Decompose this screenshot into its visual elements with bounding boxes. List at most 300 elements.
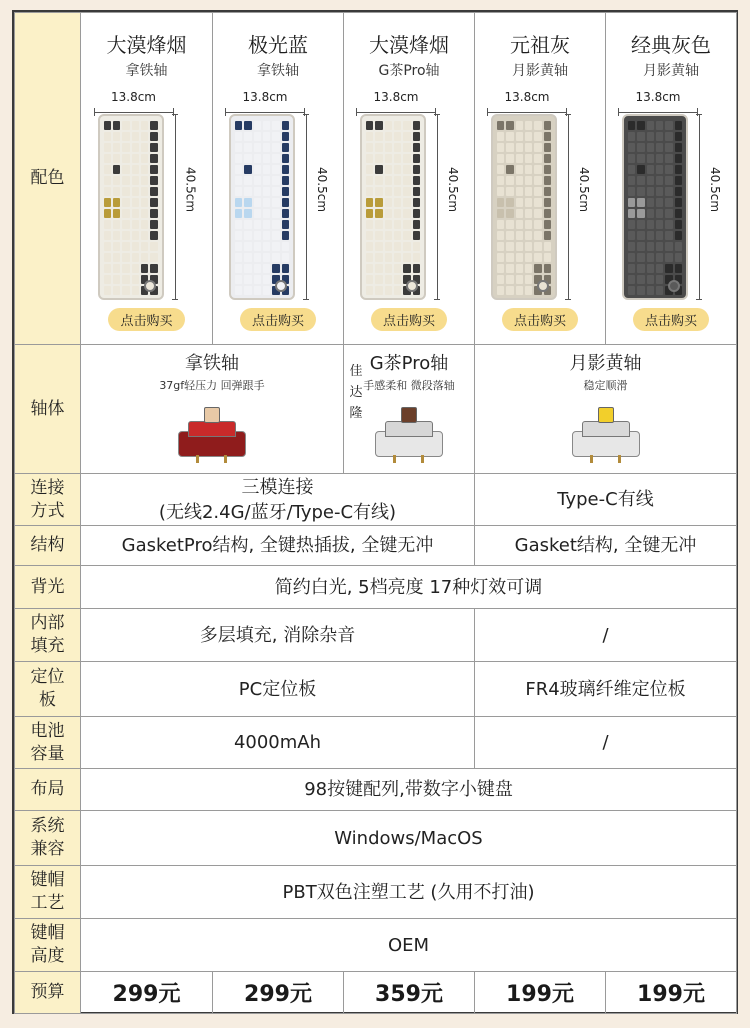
keycap bbox=[254, 176, 261, 185]
keycap bbox=[506, 165, 513, 174]
keycap bbox=[282, 209, 289, 218]
buy-button[interactable]: 点击购买 bbox=[633, 308, 709, 331]
keycap bbox=[534, 143, 541, 152]
keycap bbox=[235, 132, 242, 141]
row-filling bbox=[15, 609, 737, 662]
keycap bbox=[141, 165, 148, 174]
keycap bbox=[141, 121, 148, 130]
keycap bbox=[366, 154, 373, 163]
keycap bbox=[525, 209, 532, 218]
keycap bbox=[132, 264, 139, 273]
switch-cell-0 bbox=[81, 345, 344, 474]
keycap bbox=[637, 275, 644, 284]
keycap-craft-value: PBT双色注塑工艺 (久用不打油) bbox=[81, 866, 737, 919]
price-0: 299元 bbox=[81, 972, 213, 1014]
keycap bbox=[665, 121, 672, 130]
keycap bbox=[544, 132, 551, 141]
switch-icon bbox=[568, 401, 644, 463]
row-compat bbox=[15, 811, 737, 866]
keycap bbox=[150, 132, 157, 141]
keycap bbox=[637, 187, 644, 196]
keycap bbox=[628, 187, 635, 196]
keycap bbox=[254, 209, 261, 218]
keycap bbox=[628, 242, 635, 251]
keycap bbox=[403, 220, 410, 229]
keycap bbox=[516, 187, 523, 196]
keycap bbox=[263, 198, 270, 207]
keycap bbox=[647, 231, 654, 240]
keycap bbox=[394, 121, 401, 130]
keycap bbox=[675, 176, 682, 185]
keycap bbox=[375, 242, 382, 251]
keycap bbox=[516, 198, 523, 207]
keycap bbox=[104, 242, 111, 251]
keycap bbox=[628, 286, 635, 295]
keycap bbox=[516, 253, 523, 262]
keycap bbox=[254, 165, 261, 174]
layout-value: 98按键配列,带数字小键盘 bbox=[81, 769, 737, 811]
keycap bbox=[375, 220, 382, 229]
keycap bbox=[122, 143, 129, 152]
keycap bbox=[544, 198, 551, 207]
keyboard-figure bbox=[616, 90, 726, 300]
keycap bbox=[413, 264, 420, 273]
keycap bbox=[132, 165, 139, 174]
keycap bbox=[263, 220, 270, 229]
keycap bbox=[656, 209, 663, 218]
keycap bbox=[675, 209, 682, 218]
keycap bbox=[113, 242, 120, 251]
keycap bbox=[244, 121, 251, 130]
keycap bbox=[263, 154, 270, 163]
keycap bbox=[544, 187, 551, 196]
keycap bbox=[403, 253, 410, 262]
buy-button[interactable]: 点击购买 bbox=[502, 308, 578, 331]
keycap bbox=[394, 132, 401, 141]
filling-b: / bbox=[475, 609, 737, 662]
keycap bbox=[637, 198, 644, 207]
buy-button[interactable]: 点击购买 bbox=[371, 308, 447, 331]
keycap bbox=[132, 143, 139, 152]
keycap bbox=[141, 242, 148, 251]
height-label: 40.5cm bbox=[577, 166, 591, 212]
keycap bbox=[282, 231, 289, 240]
keycap bbox=[254, 264, 261, 273]
keycap bbox=[263, 275, 270, 284]
keycap bbox=[647, 198, 654, 207]
keycap bbox=[132, 231, 139, 240]
row-budget bbox=[15, 972, 737, 1014]
keycap bbox=[104, 132, 111, 141]
keycap bbox=[150, 121, 157, 130]
product-name: 经典灰色 bbox=[631, 32, 711, 57]
keycap bbox=[647, 154, 654, 163]
connection-a-sub: (无线2.4G/蓝牙/Type-C有线) bbox=[158, 501, 397, 523]
knob-icon bbox=[668, 280, 680, 292]
keycap bbox=[366, 253, 373, 262]
keycap bbox=[506, 154, 513, 163]
keycap bbox=[150, 264, 157, 273]
keycap bbox=[394, 242, 401, 251]
keycap bbox=[122, 264, 129, 273]
keycap bbox=[150, 176, 157, 185]
keycap bbox=[141, 187, 148, 196]
height-label: 40.5cm bbox=[708, 166, 722, 212]
keycap bbox=[263, 253, 270, 262]
keycap bbox=[506, 242, 513, 251]
keycap bbox=[637, 242, 644, 251]
switch-icon bbox=[371, 401, 447, 463]
keycap bbox=[628, 198, 635, 207]
keycap bbox=[141, 154, 148, 163]
keycap bbox=[235, 286, 242, 295]
keycap bbox=[375, 132, 382, 141]
keycap bbox=[122, 242, 129, 251]
keycap bbox=[375, 198, 382, 207]
keycap bbox=[122, 253, 129, 262]
keycap bbox=[525, 264, 532, 273]
product-switch: 拿铁轴 bbox=[257, 62, 299, 79]
keycap bbox=[497, 253, 504, 262]
keycap bbox=[272, 132, 279, 141]
keycap bbox=[104, 264, 111, 273]
battery-b: / bbox=[475, 717, 737, 769]
keycap bbox=[534, 121, 541, 130]
keycap bbox=[656, 154, 663, 163]
product-switch: 月影黄轴 bbox=[512, 62, 568, 79]
keycap bbox=[132, 242, 139, 251]
keycap bbox=[375, 143, 382, 152]
keycap bbox=[647, 176, 654, 185]
keycap bbox=[525, 253, 532, 262]
label-color: 配色 bbox=[15, 13, 81, 345]
keycap bbox=[656, 198, 663, 207]
keycap bbox=[394, 231, 401, 240]
keycap bbox=[413, 165, 420, 174]
keycap bbox=[104, 231, 111, 240]
keycap bbox=[647, 187, 654, 196]
keycap bbox=[628, 220, 635, 229]
keycap bbox=[122, 132, 129, 141]
keyboard-figure bbox=[223, 90, 333, 300]
keycap bbox=[385, 154, 392, 163]
keycap bbox=[132, 198, 139, 207]
keyboard-image bbox=[622, 114, 688, 300]
keycap bbox=[235, 275, 242, 284]
keycap bbox=[497, 220, 504, 229]
keycap bbox=[385, 220, 392, 229]
keycap bbox=[375, 286, 382, 295]
keycap bbox=[665, 209, 672, 218]
keycap bbox=[506, 209, 513, 218]
keycap bbox=[413, 187, 420, 196]
keycap bbox=[675, 198, 682, 207]
keycap bbox=[628, 132, 635, 141]
keycap bbox=[628, 143, 635, 152]
keycap bbox=[272, 121, 279, 130]
keycap bbox=[254, 132, 261, 141]
row-connection bbox=[15, 474, 737, 526]
keycap bbox=[375, 231, 382, 240]
keycap bbox=[235, 253, 242, 262]
keycap bbox=[375, 121, 382, 130]
keycap bbox=[525, 198, 532, 207]
keycap bbox=[122, 220, 129, 229]
keycap bbox=[525, 275, 532, 284]
keycap bbox=[497, 121, 504, 130]
keycap bbox=[122, 198, 129, 207]
keycap bbox=[413, 253, 420, 262]
keycap bbox=[235, 165, 242, 174]
keycap bbox=[665, 176, 672, 185]
keycap bbox=[525, 231, 532, 240]
keycap bbox=[235, 220, 242, 229]
label-battery: 电池 容量 bbox=[15, 717, 81, 769]
keycap bbox=[394, 176, 401, 185]
keycap bbox=[675, 231, 682, 240]
keycap bbox=[656, 121, 663, 130]
product-col-2 bbox=[344, 13, 475, 345]
switch-icon bbox=[174, 401, 250, 463]
keycap bbox=[132, 187, 139, 196]
keycap bbox=[104, 286, 111, 295]
knob-icon bbox=[144, 280, 156, 292]
keycap bbox=[525, 154, 532, 163]
keycap bbox=[637, 253, 644, 262]
keycap bbox=[544, 209, 551, 218]
backlight-value: 简约白光, 5档亮度 17种灯效可调 bbox=[81, 566, 737, 609]
plate-b: FR4玻璃纤维定位板 bbox=[475, 662, 737, 717]
keycap bbox=[675, 143, 682, 152]
keycap bbox=[525, 143, 532, 152]
keycap bbox=[385, 253, 392, 262]
keycap bbox=[366, 187, 373, 196]
keycap bbox=[544, 165, 551, 174]
switch-name: G茶Pro轴 bbox=[369, 353, 449, 374]
keycap bbox=[637, 176, 644, 185]
row-keycap-craft bbox=[15, 866, 737, 919]
keycap bbox=[254, 154, 261, 163]
keycap bbox=[675, 253, 682, 262]
keycap bbox=[113, 198, 120, 207]
keycap bbox=[394, 275, 401, 284]
keycap bbox=[628, 231, 635, 240]
keycap bbox=[375, 187, 382, 196]
price-3: 199元 bbox=[475, 972, 606, 1014]
keycap bbox=[516, 121, 523, 130]
label-compat: 系统 兼容 bbox=[15, 811, 81, 866]
keycap bbox=[254, 143, 261, 152]
keycap bbox=[534, 253, 541, 262]
keycap bbox=[413, 121, 420, 130]
keycap bbox=[263, 231, 270, 240]
keycap bbox=[534, 176, 541, 185]
keycap bbox=[254, 275, 261, 284]
keycap bbox=[244, 143, 251, 152]
keycap bbox=[544, 242, 551, 251]
keycap bbox=[506, 286, 513, 295]
keycap bbox=[385, 176, 392, 185]
keycap bbox=[413, 154, 420, 163]
keycap bbox=[141, 231, 148, 240]
switch-desc: 稳定顺滑 bbox=[583, 379, 628, 392]
width-label: 13.8cm bbox=[110, 89, 156, 104]
keycap bbox=[544, 121, 551, 130]
keycap bbox=[647, 121, 654, 130]
keycap bbox=[113, 220, 120, 229]
keycap bbox=[647, 242, 654, 251]
label-filling: 内部 填充 bbox=[15, 609, 81, 662]
keycap bbox=[516, 231, 523, 240]
keycap bbox=[534, 154, 541, 163]
keycap bbox=[394, 220, 401, 229]
keycap bbox=[282, 242, 289, 251]
keycap bbox=[675, 132, 682, 141]
keycap bbox=[656, 176, 663, 185]
keycap bbox=[141, 176, 148, 185]
keycap bbox=[235, 209, 242, 218]
keycap bbox=[244, 286, 251, 295]
keycap bbox=[525, 132, 532, 141]
product-switch: 拿铁轴 bbox=[125, 62, 168, 79]
keycap bbox=[141, 143, 148, 152]
keycap bbox=[544, 176, 551, 185]
keycap bbox=[113, 253, 120, 262]
keycap bbox=[665, 198, 672, 207]
product-name: 大漠烽烟 bbox=[106, 32, 187, 57]
keycap bbox=[244, 165, 251, 174]
keycap bbox=[272, 187, 279, 196]
keycap bbox=[497, 165, 504, 174]
keycap bbox=[516, 165, 523, 174]
keycap bbox=[534, 187, 541, 196]
keycap bbox=[132, 209, 139, 218]
keycap bbox=[122, 275, 129, 284]
keycap bbox=[497, 209, 504, 218]
keycap bbox=[506, 198, 513, 207]
keycap bbox=[244, 187, 251, 196]
buy-button[interactable]: 点击购买 bbox=[108, 308, 184, 331]
keycap bbox=[656, 242, 663, 251]
keyboard-figure bbox=[485, 90, 595, 300]
keycap bbox=[647, 286, 654, 295]
structure-b: Gasket结构, 全键无冲 bbox=[475, 526, 737, 566]
row-layout bbox=[15, 769, 737, 811]
keycap bbox=[282, 253, 289, 262]
keycap bbox=[534, 165, 541, 174]
keycap bbox=[272, 242, 279, 251]
keycap bbox=[665, 132, 672, 141]
keycap bbox=[150, 143, 157, 152]
keycap bbox=[516, 275, 523, 284]
keycap bbox=[244, 275, 251, 284]
label-keycap-craft: 键帽 工艺 bbox=[15, 866, 81, 919]
keycap bbox=[506, 187, 513, 196]
product-switch: G茶Pro轴 bbox=[378, 62, 440, 79]
keycap bbox=[263, 132, 270, 141]
keycap bbox=[665, 165, 672, 174]
keycap bbox=[132, 154, 139, 163]
keycap bbox=[104, 154, 111, 163]
keycap bbox=[544, 154, 551, 163]
keyboard-figure bbox=[354, 90, 464, 300]
keycap bbox=[525, 187, 532, 196]
keycap bbox=[150, 209, 157, 218]
keycap bbox=[497, 187, 504, 196]
keycap bbox=[104, 220, 111, 229]
keycap bbox=[122, 154, 129, 163]
keycap bbox=[272, 143, 279, 152]
keycap bbox=[506, 176, 513, 185]
keycap bbox=[375, 253, 382, 262]
keycap bbox=[272, 176, 279, 185]
keycap bbox=[150, 187, 157, 196]
keycap bbox=[263, 209, 270, 218]
keycap bbox=[244, 264, 251, 273]
keycap bbox=[647, 143, 654, 152]
battery-a: 4000mAh bbox=[81, 717, 475, 769]
keycap bbox=[385, 242, 392, 251]
keycap bbox=[506, 132, 513, 141]
keycap bbox=[637, 121, 644, 130]
keycap bbox=[113, 176, 120, 185]
keycap bbox=[366, 209, 373, 218]
keycap bbox=[113, 187, 120, 196]
keycap bbox=[525, 121, 532, 130]
keycap bbox=[516, 242, 523, 251]
keycap bbox=[244, 242, 251, 251]
product-col-1 bbox=[213, 13, 344, 345]
keycap bbox=[150, 154, 157, 163]
keycap bbox=[516, 143, 523, 152]
keycap bbox=[254, 242, 261, 251]
keycap bbox=[665, 220, 672, 229]
keycap bbox=[637, 209, 644, 218]
keycap bbox=[132, 220, 139, 229]
keycap bbox=[647, 220, 654, 229]
keycap bbox=[244, 231, 251, 240]
keycap bbox=[282, 176, 289, 185]
keycap bbox=[104, 176, 111, 185]
keycap bbox=[150, 198, 157, 207]
product-col-3 bbox=[475, 13, 606, 345]
keycap bbox=[403, 132, 410, 141]
keycap bbox=[244, 209, 251, 218]
keycap bbox=[656, 165, 663, 174]
keycap bbox=[506, 264, 513, 273]
keycap bbox=[544, 264, 551, 273]
keycap bbox=[656, 143, 663, 152]
keycap bbox=[628, 209, 635, 218]
keycap bbox=[656, 231, 663, 240]
keycap bbox=[122, 176, 129, 185]
keycap bbox=[403, 231, 410, 240]
keycap bbox=[637, 165, 644, 174]
keycap bbox=[665, 242, 672, 251]
keycap bbox=[525, 242, 532, 251]
buy-button[interactable]: 点击购买 bbox=[240, 308, 316, 331]
keycap bbox=[385, 198, 392, 207]
keycap bbox=[516, 286, 523, 295]
keycap bbox=[525, 286, 532, 295]
keycap bbox=[656, 220, 663, 229]
height-label: 40.5cm bbox=[315, 166, 329, 212]
width-label: 13.8cm bbox=[242, 89, 288, 104]
label-structure: 结构 bbox=[15, 526, 81, 566]
switch-cell-2 bbox=[475, 345, 737, 474]
compat-value: Windows/MacOS bbox=[81, 811, 737, 866]
keycap bbox=[665, 143, 672, 152]
